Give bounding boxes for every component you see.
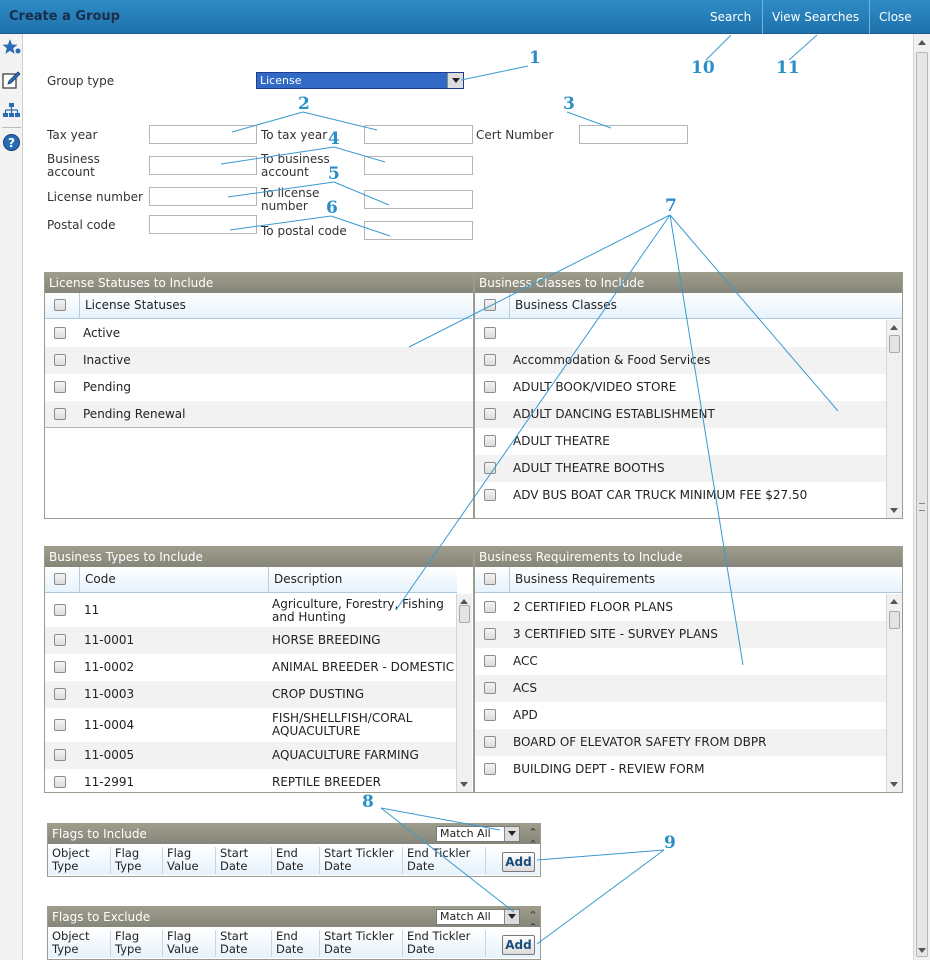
business-type-description: FISH/SHELLFISH/CORAL AQUACULTURE — [272, 711, 413, 738]
to-license-number-label: To license number — [261, 186, 320, 213]
business-class-label: ADULT BOOK/VIDEO STORE — [513, 380, 677, 394]
select-all-business-requirements-checkbox[interactable] — [484, 573, 496, 585]
business-type-code: 11-0001 — [84, 633, 135, 647]
business-class-row[interactable] — [475, 455, 886, 482]
flags-exclude-add-button[interactable]: Add — [502, 935, 535, 955]
business-requirement-checkbox[interactable] — [484, 736, 496, 748]
scroll-down-arrow-icon[interactable] — [918, 948, 926, 953]
callout-3: 3 — [563, 94, 575, 114]
flags-include-grid — [47, 823, 541, 877]
dialog-title: Create a Group — [9, 9, 120, 24]
business-type-description: CROP DUSTING — [272, 687, 364, 701]
business-classes-column: Business Classes — [509, 293, 887, 318]
callout-11: 11 — [776, 58, 800, 78]
business-requirement-checkbox[interactable] — [484, 709, 496, 721]
business-class-checkbox[interactable] — [484, 435, 496, 447]
search-button[interactable]: Search — [710, 10, 752, 24]
flag-column-header: Start Tickler Date — [320, 930, 403, 957]
close-button[interactable]: Close — [869, 0, 921, 34]
flags-include-add-button[interactable]: Add — [502, 852, 535, 872]
business-type-description: HORSE BREEDING — [272, 633, 381, 647]
description-column: Description — [268, 567, 458, 592]
business-requirement-row[interactable] — [475, 675, 886, 702]
chevron-down-icon[interactable] — [447, 73, 463, 88]
business-class-checkbox[interactable] — [484, 327, 496, 339]
scroll-up-arrow-icon[interactable] — [918, 40, 926, 45]
license-statuses-column: License Statuses — [79, 293, 471, 318]
business-class-checkbox[interactable] — [484, 381, 496, 393]
business-requirement-row[interactable] — [475, 702, 886, 729]
business-type-code: 11-2991 — [84, 775, 135, 789]
list-bottom-border — [45, 427, 473, 428]
to-postal-code-input[interactable] — [364, 221, 473, 240]
business-class-label: Accommodation & Food Services — [513, 353, 711, 367]
business-type-description: ANIMAL BREEDER - DOMESTIC — [272, 660, 455, 674]
select-all-business-classes-checkbox[interactable] — [484, 299, 496, 311]
business-class-checkbox[interactable] — [484, 462, 496, 474]
business-requirement-checkbox[interactable] — [484, 763, 496, 775]
scroll-thumb[interactable] — [916, 52, 928, 957]
business-requirement-row[interactable] — [475, 621, 886, 648]
flag-column-header: Flag Type — [111, 930, 163, 957]
business-types-header — [45, 567, 457, 593]
business-classes-title: Business Classes to Include — [475, 273, 902, 293]
group-type-value: License — [260, 74, 302, 87]
business-requirement-label: ACC — [513, 654, 538, 668]
business-requirements-scrollbar[interactable] — [886, 594, 902, 792]
license-number-input[interactable] — [149, 187, 257, 206]
toolbar-divider — [2, 127, 21, 128]
business-class-row[interactable] — [475, 320, 886, 347]
callout-1: 1 — [529, 48, 541, 68]
to-business-account-input[interactable] — [364, 156, 473, 175]
to-tax-year-label: To tax year — [261, 128, 328, 142]
group-type-select[interactable] — [256, 72, 464, 89]
license-status-row[interactable] — [45, 401, 473, 428]
license-status-checkbox[interactable] — [54, 354, 66, 366]
collapse-icon[interactable]: ⌃ — [528, 909, 538, 922]
business-class-label: ADULT THEATRE — [513, 434, 610, 448]
business-class-checkbox[interactable] — [484, 408, 496, 420]
business-class-label: ADULT DANCING ESTABLISHMENT — [513, 407, 715, 421]
business-type-row[interactable] — [45, 681, 456, 708]
flags-include-columns — [48, 845, 540, 875]
flag-column-header: End Tickler Date — [403, 930, 486, 957]
business-requirement-label: 2 CERTIFIED FLOOR PLANS — [513, 600, 674, 614]
flag-column-header: End Date — [272, 930, 320, 957]
license-status-label: Pending Renewal — [83, 407, 186, 421]
business-requirement-row[interactable] — [475, 648, 886, 675]
flags-include-title: Flags to Include — [48, 824, 540, 844]
business-type-checkbox[interactable] — [54, 749, 66, 761]
license-status-label: Inactive — [83, 353, 131, 367]
business-class-row[interactable] — [475, 401, 886, 428]
flag-column-header: Object Type — [48, 930, 111, 957]
business-type-checkbox[interactable] — [54, 776, 66, 788]
title-bar — [0, 0, 930, 34]
to-postal-code-label: To postal code — [261, 224, 347, 238]
edit-icon[interactable] — [2, 71, 21, 90]
business-type-checkbox[interactable] — [54, 634, 66, 646]
business-class-checkbox[interactable] — [484, 489, 496, 501]
callout-10: 10 — [691, 58, 715, 78]
left-toolbar — [0, 34, 23, 960]
license-statuses-title: License Statuses to Include — [45, 273, 473, 293]
callout-2: 2 — [298, 94, 310, 114]
callout-5: 5 — [328, 164, 340, 184]
chevron-down-icon[interactable] — [504, 910, 519, 924]
business-type-row[interactable] — [45, 708, 456, 742]
business-type-code: 11-0003 — [84, 687, 135, 701]
business-requirement-label: BUILDING DEPT - REVIEW FORM — [513, 762, 705, 776]
flag-column-header: Start Date — [216, 847, 272, 874]
hierarchy-icon[interactable] — [2, 101, 21, 120]
license-status-label: Pending — [83, 380, 131, 394]
license-number-label: License number — [47, 190, 143, 204]
flag-column-header: Flag Value — [163, 847, 216, 874]
callout-6: 6 — [326, 198, 338, 218]
business-types-panel — [44, 546, 474, 793]
business-requirement-label: 3 CERTIFIED SITE - SURVEY PLANS — [513, 627, 718, 641]
business-requirement-label: APD — [513, 708, 538, 722]
business-requirement-label: BOARD OF ELEVATOR SAFETY FROM DBPR — [513, 735, 767, 749]
code-column: Code — [79, 567, 268, 592]
flag-column-header: Flag Value — [163, 930, 216, 957]
collapse-icon[interactable]: ⌃ — [528, 826, 538, 839]
business-class-row[interactable] — [475, 482, 886, 509]
business-requirements-panel — [474, 546, 903, 793]
flag-column-header: Flag Type — [111, 847, 163, 874]
business-account-input[interactable] — [149, 156, 257, 175]
to-license-number-input[interactable] — [364, 190, 473, 209]
license-status-checkbox[interactable] — [54, 327, 66, 339]
select-all-business-types-checkbox[interactable] — [54, 573, 66, 585]
star-add-icon[interactable] — [2, 38, 21, 57]
business-type-row[interactable] — [45, 627, 456, 654]
business-class-row[interactable] — [475, 428, 886, 455]
business-class-row[interactable] — [475, 347, 886, 374]
business-requirement-checkbox[interactable] — [484, 601, 496, 613]
to-tax-year-input[interactable] — [364, 125, 473, 144]
license-status-checkbox[interactable] — [54, 381, 66, 393]
business-type-code: 11-0005 — [84, 748, 135, 762]
business-account-label: Business account — [47, 152, 100, 179]
business-type-row[interactable] — [45, 594, 456, 627]
callout-9: 9 — [664, 833, 676, 853]
chevron-down-icon[interactable] — [504, 827, 519, 841]
callout-8: 8 — [362, 792, 374, 812]
flags-exclude-grid — [47, 906, 541, 960]
business-type-code: 11 — [84, 603, 100, 617]
business-requirements-header — [475, 567, 902, 593]
postal-code-input[interactable] — [149, 215, 257, 234]
group-type-label: Group type — [47, 74, 115, 88]
view-searches-button[interactable]: View Searches — [762, 0, 868, 34]
flags-include-match-value: Match All — [440, 827, 491, 840]
business-classes-panel — [474, 272, 903, 519]
business-types-scrollbar[interactable] — [456, 594, 472, 792]
flags-exclude-match-value: Match All — [440, 910, 491, 923]
license-status-checkbox[interactable] — [54, 408, 66, 420]
business-requirements-column: Business Requirements — [509, 567, 887, 592]
business-requirement-checkbox[interactable] — [484, 628, 496, 640]
business-requirement-row[interactable] — [475, 729, 886, 756]
business-requirement-label: ACS — [513, 681, 537, 695]
flags-include-match-select[interactable] — [436, 826, 520, 842]
business-type-row[interactable] — [45, 654, 456, 681]
business-class-label: ADV BUS BOAT CAR TRUCK MINIMUM FEE $27.50 — [513, 488, 808, 502]
business-type-row[interactable] — [45, 769, 456, 793]
license-statuses-header — [45, 293, 472, 319]
business-class-checkbox[interactable] — [484, 354, 496, 366]
business-type-code: 11-0004 — [84, 717, 135, 732]
business-requirement-row[interactable] — [475, 756, 886, 783]
business-requirement-checkbox[interactable] — [484, 682, 496, 694]
business-type-checkbox[interactable] — [54, 719, 66, 731]
help-icon[interactable] — [2, 133, 21, 152]
business-type-code: 11-0002 — [84, 660, 135, 674]
flags-exclude-match-select[interactable] — [436, 909, 520, 925]
business-type-description: AQUACULTURE FARMING — [272, 748, 419, 762]
business-type-checkbox[interactable] — [54, 688, 66, 700]
business-class-label: ADULT THEATRE BOOTHS — [513, 461, 665, 475]
license-statuses-panel — [44, 272, 474, 519]
flags-exclude-title: Flags to Exclude — [48, 907, 540, 927]
callout-7: 7 — [665, 196, 677, 216]
license-status-row[interactable] — [45, 347, 473, 374]
flag-column-header: Start Tickler Date — [320, 847, 403, 874]
business-type-description: Agriculture, Forestry, Fishing and Hunting — [272, 597, 444, 624]
flag-column-header: Object Type — [48, 847, 111, 874]
license-status-label: Active — [83, 326, 121, 340]
business-class-row[interactable] — [475, 374, 886, 401]
select-all-license-statuses-checkbox[interactable] — [54, 299, 66, 311]
license-status-row[interactable] — [45, 374, 473, 401]
business-type-row[interactable] — [45, 742, 456, 769]
postal-code-label: Postal code — [47, 218, 116, 232]
callout-4: 4 — [328, 129, 340, 149]
flag-column-header: End Tickler Date — [403, 847, 486, 874]
svg-text:?: ? — [8, 136, 15, 150]
business-classes-scrollbar[interactable] — [886, 320, 902, 518]
business-requirements-title: Business Requirements to Include — [475, 547, 902, 567]
tax-year-label: Tax year — [47, 128, 98, 142]
business-classes-header — [475, 293, 902, 319]
flag-column-header: End Date — [272, 847, 320, 874]
flag-column-header: Start Date — [216, 930, 272, 957]
license-status-row[interactable] — [45, 320, 473, 347]
business-type-description: REPTILE BREEDER — [272, 775, 382, 789]
business-type-checkbox[interactable] — [54, 604, 66, 616]
flags-exclude-columns — [48, 928, 540, 958]
tax-year-input[interactable] — [149, 125, 257, 144]
cert-number-input[interactable] — [579, 125, 688, 144]
business-types-title: Business Types to Include — [45, 547, 473, 567]
business-requirement-row[interactable] — [475, 594, 886, 621]
to-business-account-label: To business account — [261, 152, 330, 179]
business-type-checkbox[interactable] — [54, 661, 66, 673]
cert-number-label: Cert Number — [476, 128, 554, 142]
main-scrollbar[interactable] — [913, 34, 930, 960]
business-requirement-checkbox[interactable] — [484, 655, 496, 667]
